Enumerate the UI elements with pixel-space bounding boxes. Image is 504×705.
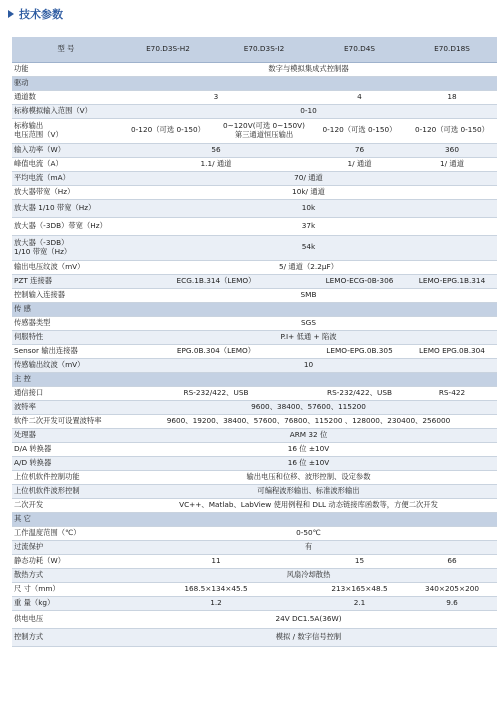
table-header-row <box>12 37 497 62</box>
row-value: 9.6 <box>407 596 497 610</box>
table-row <box>12 217 497 235</box>
row-value: 9600、38400、57600、115200 <box>120 400 497 414</box>
row-value: LEMO-ECG-0B-306 <box>312 274 407 288</box>
table-row <box>12 400 497 414</box>
row-value: SMB <box>120 288 497 302</box>
row-value: 15 <box>312 554 407 568</box>
row-value: 360 <box>407 143 497 157</box>
section-label: 驱动 <box>12 76 497 90</box>
row-label: 通道数 <box>12 90 120 104</box>
triangle-bullet-icon <box>8 10 14 18</box>
row-value: EPG.0B.304（LEMO） <box>120 344 312 358</box>
row-value: 2.1 <box>312 596 407 610</box>
row-value: LEMO-EPG.0B.305 <box>312 344 407 358</box>
row-value: 1/ 通道 <box>312 157 407 171</box>
row-value: P.I+ 低通 + 陷波 <box>120 330 497 344</box>
row-label: 供电电压 <box>12 610 120 628</box>
row-value: LEMO EPG.0B.304 <box>407 344 497 358</box>
table-row <box>12 288 497 302</box>
table-row <box>12 157 497 171</box>
row-value: ARM 32 位 <box>120 428 497 442</box>
table-row <box>12 628 497 646</box>
table-row <box>12 358 497 372</box>
row-value: 37k <box>120 217 497 235</box>
row-value: RS-232/422、USB <box>312 386 407 400</box>
row-label: 放大器带宽（Hz） <box>12 185 120 199</box>
row-label: 散热方式 <box>12 568 120 582</box>
row-value: 0-50℃ <box>120 526 497 540</box>
header-cell-model: 型 号 <box>12 37 120 62</box>
row-value: 0-120（可选 0-150） <box>312 118 407 143</box>
row-label: 输出电压纹波（mV） <box>12 260 120 274</box>
row-value: 0-120（可选 0-150） <box>120 118 216 143</box>
row-label: 传感输出纹波（mV） <box>12 358 120 372</box>
table-row <box>12 171 497 185</box>
row-value: 70/ 通道 <box>120 171 497 185</box>
row-value: VC++、Matlab、LabView 使用例程和 DLL 动态链接库函数等，方便二次开发 <box>120 498 497 512</box>
row-value: RS-422 <box>407 386 497 400</box>
row-value: 10k <box>120 199 497 217</box>
row-value: 54k <box>120 235 497 260</box>
section-row <box>12 512 497 526</box>
table-row <box>12 596 497 610</box>
table-row <box>12 344 497 358</box>
section-label: 传 感 <box>12 302 497 316</box>
row-value: 可编程波形输出、标准波形输出 <box>120 484 497 498</box>
row-label: 工作温度范围（℃） <box>12 526 120 540</box>
table-row <box>12 554 497 568</box>
section-row <box>12 76 497 90</box>
row-value: 16 位 ±10V <box>120 456 497 470</box>
row-value: 340×205×200 <box>407 582 497 596</box>
spec-table <box>12 37 497 647</box>
table-row <box>12 199 497 217</box>
table-row <box>12 330 497 344</box>
section-heading <box>8 6 63 22</box>
row-label: 传感器类型 <box>12 316 120 330</box>
row-value: 18 <box>407 90 497 104</box>
table-row <box>12 143 497 157</box>
row-value: 11 <box>120 554 312 568</box>
row-value: 76 <box>312 143 407 157</box>
row-value: 4 <box>312 90 407 104</box>
table-row <box>12 104 497 118</box>
row-label: 伺服特性 <box>12 330 120 344</box>
header-cell-model-2: E70.D3S-I2 <box>216 37 312 62</box>
header-cell-model-3: E70.D4S <box>312 37 407 62</box>
row-value: 213×165×48.5 <box>312 582 407 596</box>
row-label: 功能 <box>12 62 120 76</box>
row-value: ECG.1B.314（LEMO） <box>120 274 312 288</box>
row-label: 控制方式 <box>12 628 120 646</box>
row-label: 标称输出 电压范围（V） <box>12 118 120 143</box>
table-row <box>12 118 497 143</box>
row-label: 放大器 1/10 带宽（Hz） <box>12 199 120 217</box>
row-value: 168.5×134×45.5 <box>120 582 312 596</box>
row-value: 5/ 通道（2.2μF） <box>120 260 497 274</box>
row-value: 10 <box>120 358 497 372</box>
row-value: 16 位 ±10V <box>120 442 497 456</box>
table-row <box>12 610 497 628</box>
table-row <box>12 235 497 260</box>
row-label: 放大器（-3DB）带宽（Hz） <box>12 217 120 235</box>
table-row <box>12 484 497 498</box>
section-row <box>12 372 497 386</box>
row-label: 处理器 <box>12 428 120 442</box>
row-label: Sensor 输出连接器 <box>12 344 120 358</box>
table-row <box>12 582 497 596</box>
row-value: 66 <box>407 554 497 568</box>
table-row <box>12 526 497 540</box>
row-value: 有 <box>120 540 497 554</box>
row-label: 通信接口 <box>12 386 120 400</box>
row-value: 0~120V(可选 0~150V) 第三通道恒压输出 <box>216 118 312 143</box>
row-value: 3 <box>120 90 312 104</box>
row-value: 56 <box>120 143 312 157</box>
row-label: 控制输入连接器 <box>12 288 120 302</box>
row-value: 9600、19200、38400、57600、76800、115200 、128000、230400、256000 <box>120 414 497 428</box>
row-label: 软件二次开发可设置波特率 <box>12 414 120 428</box>
row-value: 输出电压和位移、波形控制、设定参数 <box>120 470 497 484</box>
row-value: 24V DC1.5A(36W) <box>120 610 497 628</box>
table-row <box>12 456 497 470</box>
row-value: SGS <box>120 316 497 330</box>
table-row <box>12 185 497 199</box>
section-title: 技术参数 <box>19 8 63 21</box>
row-label: 二次开发 <box>12 498 120 512</box>
row-value: 模拟 / 数字信号控制 <box>120 628 497 646</box>
row-value: 1.2 <box>120 596 312 610</box>
row-value: 1/ 通道 <box>407 157 497 171</box>
table-row <box>12 62 497 76</box>
row-label: 尺 寸（mm） <box>12 582 120 596</box>
row-value: 1.1/ 通道 <box>120 157 312 171</box>
header-cell-model-4: E70.D18S <box>407 37 497 62</box>
section-row <box>12 302 497 316</box>
row-label: 重 量（kg） <box>12 596 120 610</box>
header-cell-model-1: E70.D3S-H2 <box>120 37 216 62</box>
table-row <box>12 428 497 442</box>
table-row <box>12 260 497 274</box>
table-row <box>12 90 497 104</box>
row-value: 0-10 <box>120 104 497 118</box>
row-label: 波特率 <box>12 400 120 414</box>
row-value: RS-232/422、USB <box>120 386 312 400</box>
row-label: 过流保护 <box>12 540 120 554</box>
table-row <box>12 498 497 512</box>
row-label: 标称模拟输入范围（V） <box>12 104 120 118</box>
table-row <box>12 274 497 288</box>
row-label: PZT 连接器 <box>12 274 120 288</box>
row-value: 10k/ 通道 <box>120 185 497 199</box>
row-label: 放大器（-3DB） 1/10 带宽（Hz） <box>12 235 120 260</box>
row-label: A/D 转换器 <box>12 456 120 470</box>
row-value: 数字与模拟集成式控制器 <box>120 62 497 76</box>
table-row <box>12 540 497 554</box>
section-label: 主 控 <box>12 372 497 386</box>
row-label: 静态功耗（W） <box>12 554 120 568</box>
row-value: 风扇冷却散热 <box>120 568 497 582</box>
section-label: 其 它 <box>12 512 497 526</box>
row-value: 0-120（可选 0-150） <box>407 118 497 143</box>
table-row <box>12 414 497 428</box>
table-row <box>12 568 497 582</box>
row-label: 平均电流（mA） <box>12 171 120 185</box>
row-value: LEMO-EPG.1B.314 <box>407 274 497 288</box>
row-label: 上位机软件控制功能 <box>12 470 120 484</box>
row-label: D/A 转换器 <box>12 442 120 456</box>
row-label: 输入功率（W） <box>12 143 120 157</box>
table-row <box>12 470 497 484</box>
table-row <box>12 386 497 400</box>
table-row <box>12 442 497 456</box>
table-row <box>12 316 497 330</box>
row-label: 峰值电流（A） <box>12 157 120 171</box>
row-label: 上位机软件波形控制 <box>12 484 120 498</box>
